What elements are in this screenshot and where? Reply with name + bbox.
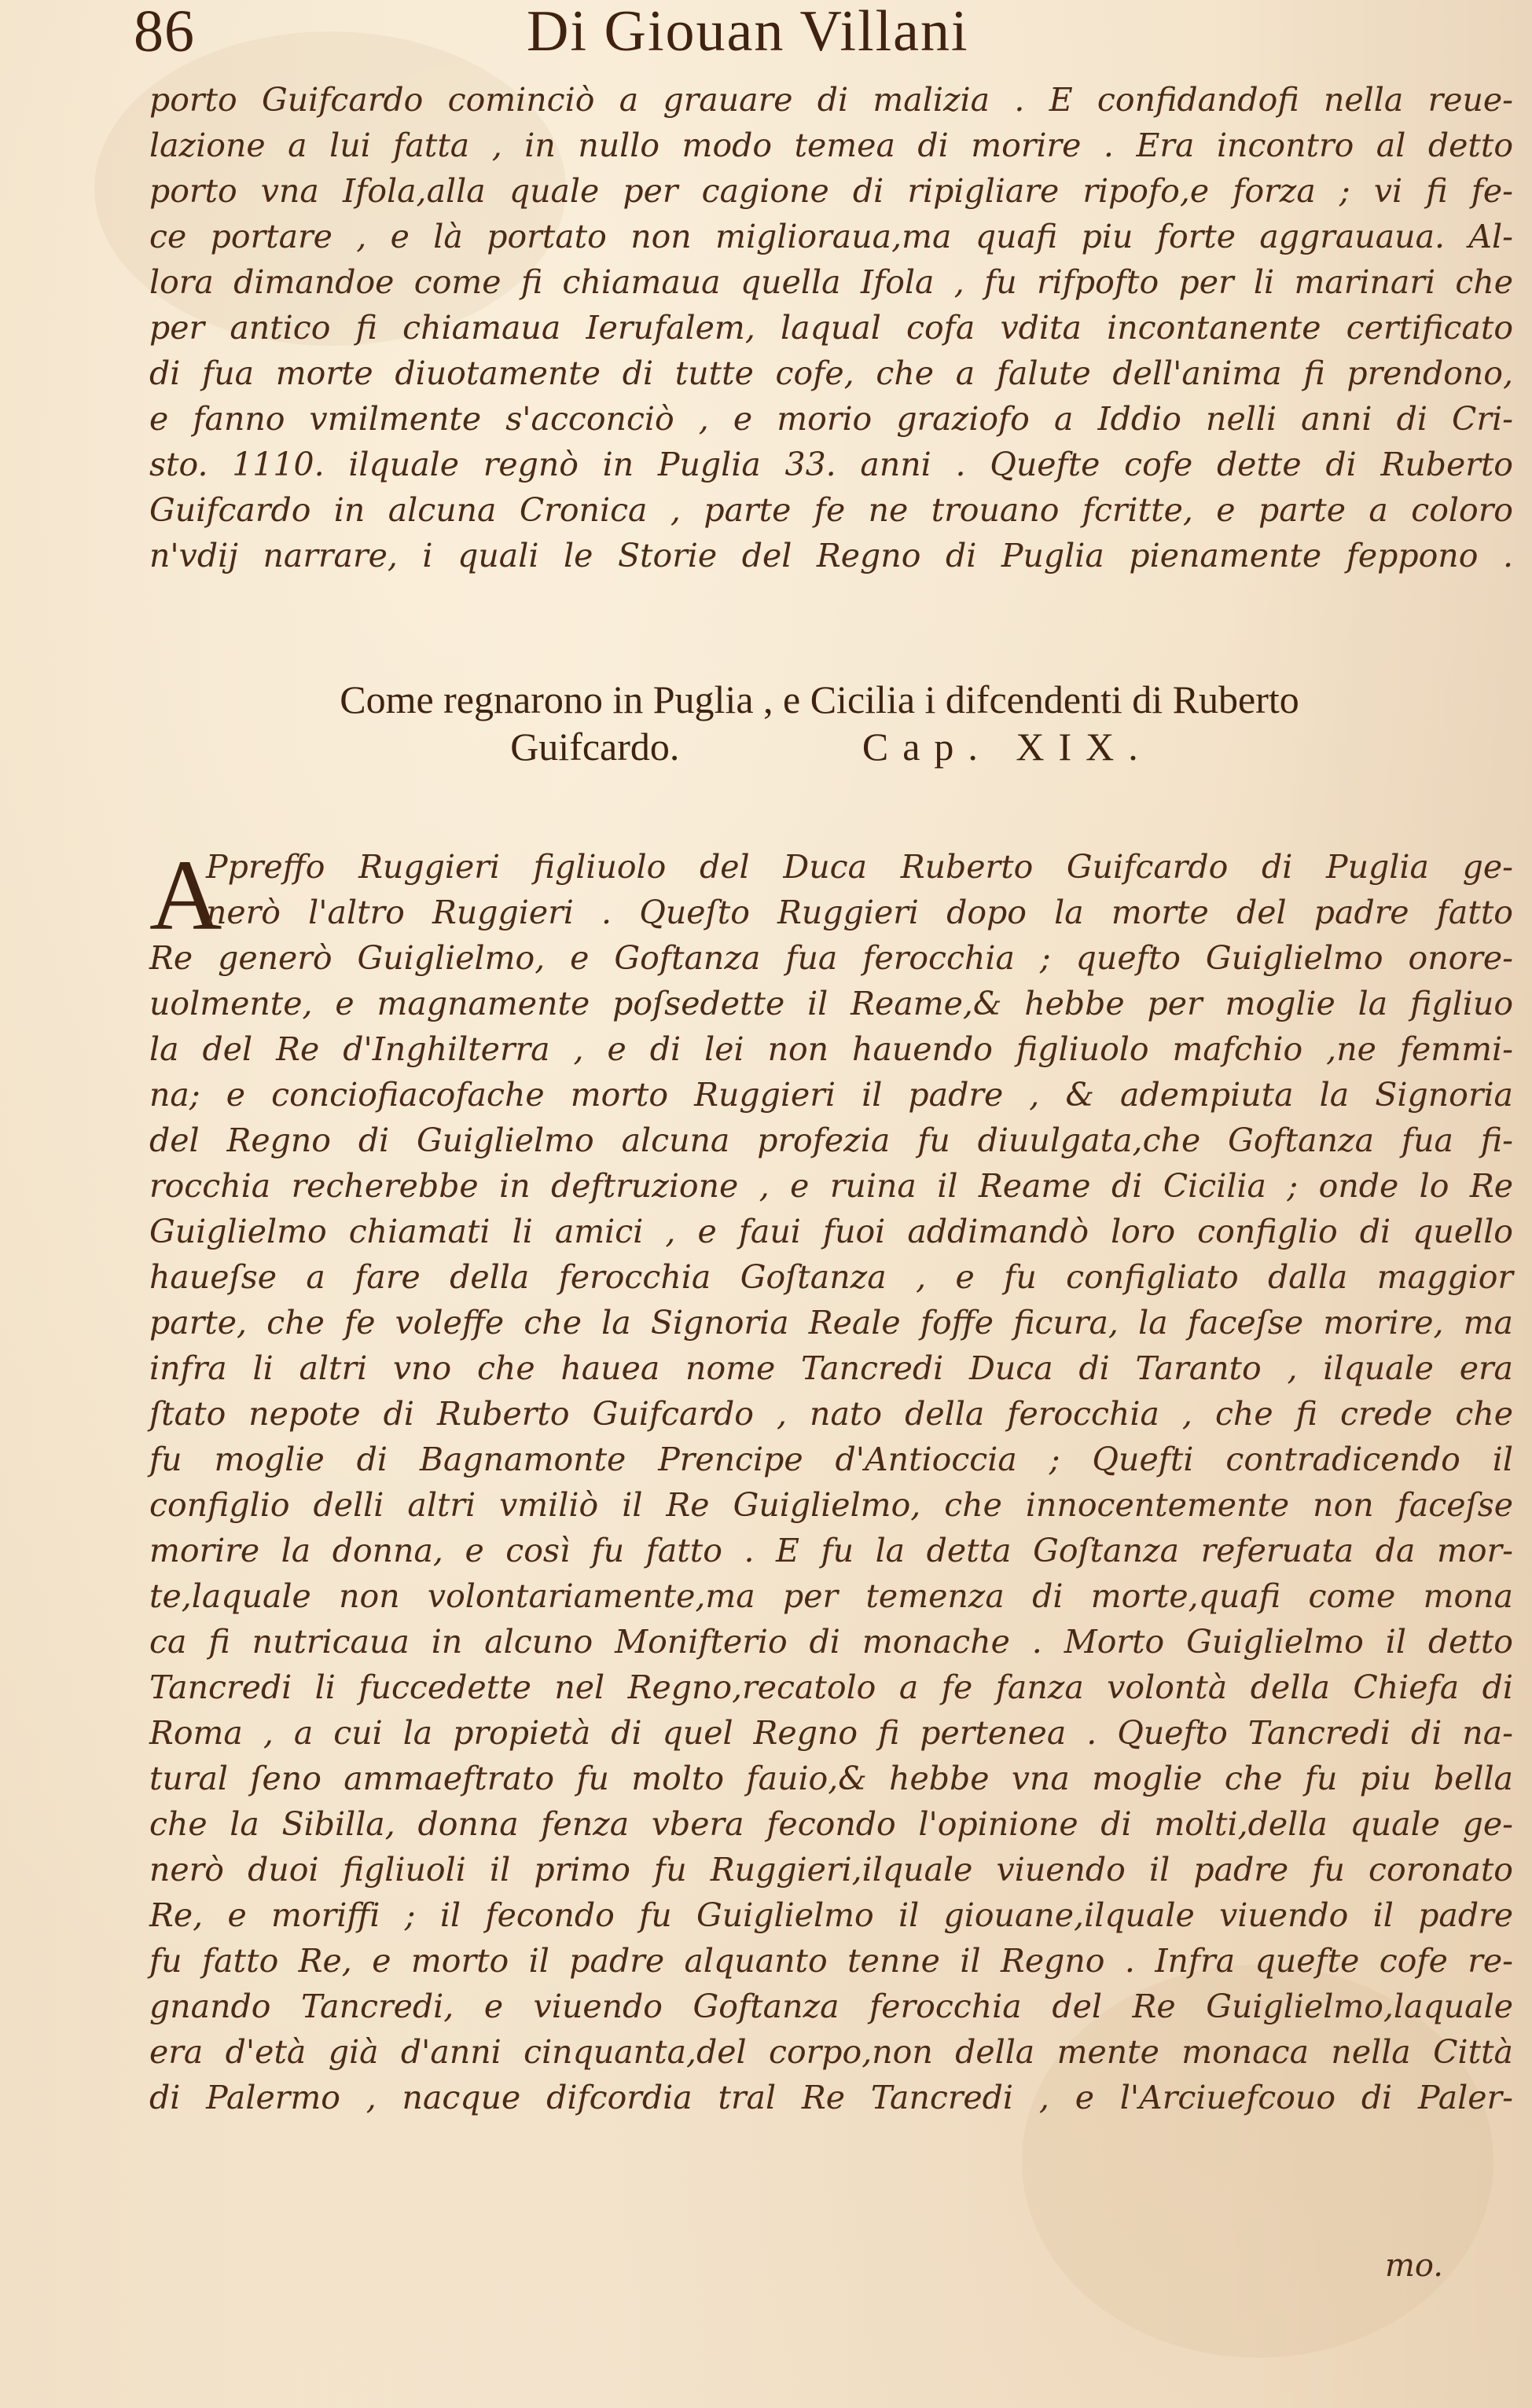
text-line: Re generò Guiglielmo, e Goftanza fua ferocchia ; quefto Guiglielmo onore-	[149, 939, 1513, 977]
text-line: di Palermo , nacque difcordia tral Re Tancredi , e l'Arciuefcouo di Paler-	[149, 2079, 1513, 2116]
text-line: di fua morte diuotamente di tutte cofe, che a falute dell'anima fi prendono,	[149, 354, 1513, 392]
text-line: che la Sibilla, donna fenza vbera fecondo l'opinione di molti,della quale ge-	[149, 1805, 1513, 1843]
text-line: Tancredi li fuccedette nel Regno,recatolo a fe fanza volontà della Chiefa di	[149, 1668, 1513, 1706]
text-line: Ppreffo Ruggieri figliuolo del Duca Ruberto Guifcardo di Puglia ge-	[206, 848, 1513, 886]
text-line: porto vna Ifola,alla quale per cagione di ripigliare ripofo,e forza ; vi fi fe-	[149, 172, 1513, 210]
drop-cap-initial: A	[149, 839, 222, 951]
text-line: lazione a lui fatta , in nullo modo temea di morire . Era incontro al detto	[149, 127, 1513, 164]
text-line: ſtato nepote di Ruberto Guifcardo , nato della ferocchia , che fi crede che	[149, 1395, 1513, 1433]
text-line: del Regno di Guiglielmo alcuna profezia fu diuulgata,che Goftanza fua fi-	[149, 1121, 1513, 1159]
running-head	[118, 0, 1454, 63]
text-line: e fanno vmilmente s'acconciò , e morio graziofo a Iddio nelli anni di Cri-	[149, 400, 1513, 438]
page-number: 86	[134, 0, 195, 64]
chapter-heading	[149, 676, 1513, 770]
text-line: Re, e moriffi ; il fecondo fu Guiglielmo il giouane,ilquale viuendo il padre	[149, 1896, 1513, 1934]
text-line: uolmente, e magnamente poſsedette il Reame,& hebbe per moglie la figliuo	[149, 985, 1513, 1022]
text-line: nerò l'altro Ruggieri . Queſto Ruggieri dopo la morte del padre fatto	[206, 894, 1513, 931]
text-line: tural ſeno ammaeftrato fu molto fauio,& hebbe vna moglie che fu piu bella	[149, 1760, 1513, 1797]
text-line: configlio delli altri vmiliò il Re Guiglielmo, che innocentemente non faceſse	[149, 1486, 1513, 1524]
text-line: na; e conciofiacofache morto Ruggieri il padre , & adempiuta la Signoria	[149, 1076, 1513, 1114]
chapter-title-line-2	[149, 723, 1513, 770]
text-line: n'vdij narrare, i quali le Storie del Regno di Puglia pienamente feppono .	[149, 537, 1513, 574]
chapter-number: Cap. XIX.	[862, 725, 1152, 769]
catchword: mo.	[1385, 2248, 1444, 2284]
text-line: rocchia recherebbe in deftruzione , e ruina il Reame di Cicilia ; onde lo Re	[149, 1167, 1513, 1205]
text-line: per antico fi chiamaua Ierufalem, laqual cofa vdita incontanente certificato	[149, 309, 1513, 347]
text-line: fu moglie di Bagnamonte Prencipe d'Antioccia ; Quefti contradicendo il	[149, 1441, 1513, 1478]
text-line: porto Guifcardo cominciò a grauare di malizia . E confidandofi nella reue-	[149, 81, 1513, 119]
text-line: gnando Tancredi, e viuendo Goftanza ferocchia del Re Guiglielmo,laquale	[149, 1988, 1513, 2025]
text-line: Guiglielmo chiamati li amici , e faui fuoi addimandò loro configlio di quello	[149, 1213, 1513, 1250]
text-line: la del Re d'Inghilterra , e di lei non hauendo figliuolo mafchio ,ne femmi-	[149, 1030, 1513, 1068]
text-line: Guifcardo in alcuna Cronica , parte fe ne trouano fcritte, e parte a coloro	[149, 491, 1513, 529]
text-line: fu fatto Re, e morto il padre alquanto tenne il Regno . Infra quefte cofe re-	[149, 1942, 1513, 1980]
chapter-title-line-1: Come regnarono in Puglia , e Cicilia i difcendenti di Ruberto	[340, 677, 1299, 721]
paragraph-2	[149, 839, 1513, 2120]
text-line: sto. 1110. ilquale regnò in Puglia 33. anni . Quefte cofe dette di Ruberto	[149, 446, 1513, 483]
text-line: ca fi nutricaua in alcuno Monifterio di monache . Morto Guiglielmo il detto	[149, 1623, 1513, 1661]
text-line: ce portare , e là portato non miglioraua,ma quafi piu forte aggrauaua. Al-	[149, 218, 1513, 255]
text-line: morire la donna, e così fu fatto . E fu la detta Goſtanza referuata da mor-	[149, 1532, 1513, 1569]
text-line: parte, che fe voleffe che la Signoria Reale foffe ficura, la faceſse morire, ma	[149, 1304, 1513, 1342]
text-line: lora dimandoe come fi chiamaua quella Ifola , fu rifpofto per li marinari che	[149, 263, 1513, 301]
paragraph-1	[149, 77, 1513, 578]
running-title: Di Giouan Villani	[527, 0, 969, 64]
text-line: haueſse a fare della ferocchia Goſtanza , e fu configliato dalla maggior	[149, 1258, 1513, 1296]
text-line: nerò duoi figliuoli il primo fu Ruggieri,ilquale viuendo il padre fu coronato	[149, 1851, 1513, 1889]
text-line: era d'età già d'anni cinquanta,del corpo,non della mente monaca nella Città	[149, 2033, 1513, 2071]
text-line: Roma , a cui la propietà di quel Regno fi pertenea . Quefto Tancredi di na-	[149, 1714, 1513, 1752]
text-line: infra li altri vno che hauea nome Tancredi Duca di Taranto , ilquale era	[149, 1349, 1513, 1387]
chapter-title-end: Guifcardo.	[510, 725, 680, 769]
text-line: te,laquale non volontariamente,ma per temenza di morte,quafi come mona	[149, 1577, 1513, 1615]
